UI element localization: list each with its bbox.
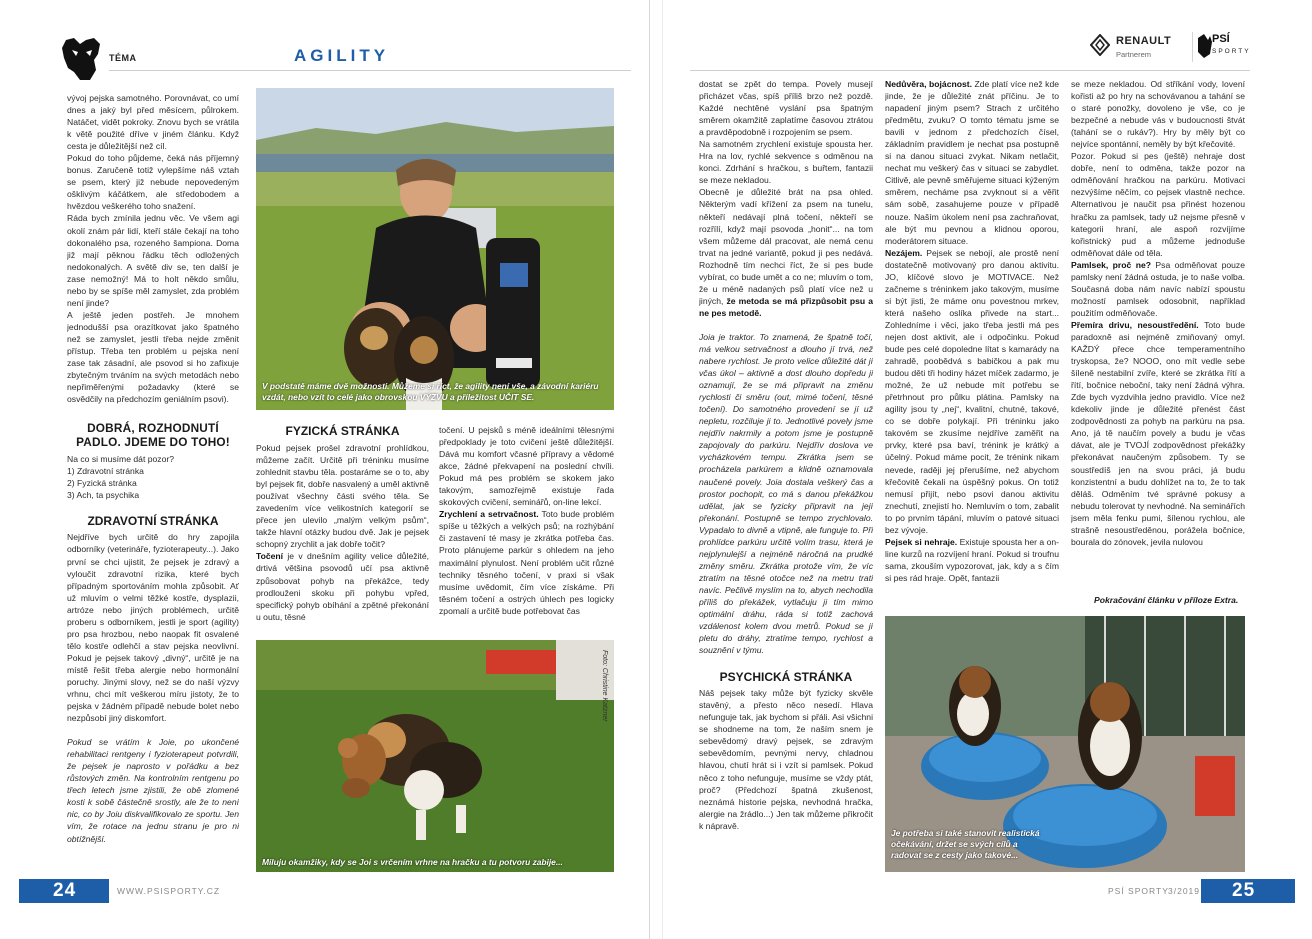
partner-logo — [1090, 32, 1180, 62]
dog-silhouette-icon — [60, 36, 104, 82]
paragraph: Na co si musíme dát pozor? — [67, 454, 174, 465]
paragraph-body: Obecně je důležité brát na psa ohled. Některým vadí křížení za psem na tunelu, někteří nedávají plná točení, někteří se rozřílí, když mají psovoda „honit“... na tom všem můžeme dál pracovat, ale nemá cenu trvat na jedné variantě, pokud ji pes nedává. Rozhodně tím nechci říct, že si pes bude vybírat, co bude umět a co ne; mluvím o tom, že u méně nadaných psů platí více než u jiných, — [699, 187, 873, 306]
page-number: 25 — [1232, 880, 1256, 901]
paragraph-lead: Pamlsek, proč ne? — [1071, 259, 1151, 270]
paragraph: Pokud se vrátím k Joie, po ukončené rehabilitaci rentgeny i fyzioterapeut potvrdili, že pejsek je naprosto v pořádku a bez růstových změn. Na kontrolním rentgenu po třech letech jsme zjistili, že obě zlomené kosti k sobě částečně srostly, ale že to není nic, co by Joiu diskvalifikovalo ze sportu. Jen vím, že rotace na jednu stranu je pro ni obtížnější. — [67, 737, 239, 844]
issue-number: 3/2019 — [1168, 886, 1200, 896]
paragraph — [699, 186, 873, 319]
paragraph: dostat se zpět do tempa. Povely musejí přicházet včas, spíš příliš brzo než pozdě. Každé nechtěné vyslání psa špatným směrem okamžitě zaplatíme časovou ztrátou a pravděpodobně i rozpojením se psem. — [699, 79, 873, 138]
paragraph-body: Zde platí více než kde jinde, že je důležité znát příčinu. Je to napadení jiným psem? Strach z určitého předmětu, zvuku? O tomto tématu jsme se bavili v jednom z předchozích čísel, základním pravidlem je nechat psa postupně si na danou situaci zvykat. Nikam netlačit, nechat mu veškerý čas v situaci se zabydlet. Citlivě, ale pevně směřujeme situaci kýženým směrem, necháme psa zvyknout si a věřit sám sobě, zasahujeme pouze v případě nouze. Naším úkolem není psa zachraňovat, ale být mu pevnou a klidnou oporou, moderátorem situace. — [885, 79, 1059, 246]
paragraph — [1071, 259, 1245, 319]
paragraph-body: Existuje spousta her a on-line kurzů na rozvíjení hraní. Pokud si troufnu sama, zkouším vypozorovat, jak, kdy a s čím si pes rád hraje. Opět, fantazii — [885, 536, 1059, 583]
paragraph-body: Pejsek se nebojí, ale prostě není dostatečně motivovaný pro danou aktivitu. JO, klíčové slovo je MOTIVACE. Než začneme s tréninkem jako takovým, musíme si být jisti, že máme onu povestnou mrkev, která našeho oslíka přivede na start... Zohledníme i věci, jako třeba jestli má pes nejen dost aktivit, ale i odpočinku. Pokud bude pes celé dopoledne lítat s kamarády na zahradě, poobědvá s babičkou a pak mu budou děti tři hodiny házet míček zadarmo, je možné, že už nebude mít potřebu se přetrhnout pro půlku plátina. Pamlsky na agility jsou ty „nej“, kvalitní, chutné, takové, co se dobře polykají. Při tréninku jako takovém se zkusíme nejdříve zaměřit na prvky, které psa baví, trénink je krátký a účelný. Pokud máme pocit, že trénink nikam nevede, radějі jej přerušíme, než abychom křečovitě čekali na úspěšný pokus. On totiž nemusí přijít, nebo psovi danou aktivitu znechutí, znejistí ho. Nemluvím o tom, zabalit to po prvním tápání, mluvím o patové situaci bez vývoje. — [885, 247, 1059, 535]
paragraph-lead: Nezájem. — [885, 247, 923, 258]
paragraph: Náš pejsek taky může být fyzicky skvěle stavěný, a přesto něco nesedí. Hlava nefunguje tak, jak bychom si přáli. Asi všichni se shodneme na tom, že naším snem je sebevědomý dravý pejsek, se zdravým sebevědomím, pevnými nervy, chladnou hlavou, chutí hrát si i vzít si pamlsek. Pokud něco z toho nefunguje, musíme se vždy ptát, proč? (Předchozí špatná zkušenost, neznámá historie pejska, nevhodná hračka, alergie na žrádlo...) Jen tak můžeme přikročit k nápravě. — [699, 688, 873, 831]
list-item: 2) Fyzická stránka — [67, 478, 137, 489]
paragraph-lead: Zrychlení a setrvačnost. — [439, 509, 539, 520]
header-rule — [690, 70, 1250, 71]
paragraph: A ještě jeden postřeh. Je mnohem jednodušší psa orazítkovat jako špatného než se zamyslet, jestli třeba nejde změnit přístup. Třeba ten problém u pejska není zase tak zásadní, ale psovod si ho zafixuje zbytečným trváním na svých metodách nebo nepřiměřenými požadavky (které se osvědčily na předchozím geniálním psovi). — [67, 309, 239, 405]
section-heading: PSYCHICKÁ STRÁNKA — [719, 670, 853, 685]
left-page — [0, 0, 650, 939]
paragraph: Na samotném zrychlení existuje spousta her. Hra na lov, rychlé sekvence s odměnou na konci. Zdrhání s hračkou, s buřtem, fantazii se meze nekladou. — [699, 139, 873, 186]
right-column-1 — [699, 78, 873, 878]
photo-credit: Foto: Christine Katzner — [601, 650, 608, 722]
left-column-3 — [439, 424, 614, 634]
paragraph — [1071, 319, 1245, 548]
paragraph-lead: Nedůvěra, bojácnost. — [885, 79, 973, 89]
list-item: 1) Zdravotní stránka — [67, 466, 144, 477]
paragraph-body: je v dnešním agility velice důležité, drtivá většina psovodů učí psa aktivně způsobovat pohyb na překážce, tedy prodlouženi skoku při pohybu vpřed, specifický pohyb obíhání a zpětné překonání u outu, těsné — [256, 551, 429, 622]
paragraph — [885, 536, 1059, 584]
footer-brand: PSÍ SPORTY — [1108, 886, 1169, 896]
magazine-brand-sub: SPORTY — [1212, 48, 1251, 55]
magazine-brand: PSÍ — [1212, 33, 1230, 45]
list-item: 3) Ach, ta psychika — [67, 490, 140, 501]
partner-name: RENAULT — [1116, 35, 1172, 47]
article-title: AGILITY — [294, 46, 390, 65]
photo-caption: Miluju okamžiky, kdy se Joi s vrčením vrhne na hračku a tu potvoru zabije... — [262, 857, 563, 867]
paragraph: Pozor. Pokud si pes (ještě) nehraje dost dobře, není to odměna, takže pozor na odměňování hračkou na parkúru. Motivaci nezvýšíme něčím, co pejsek vlastně nechce. Alternativou je naučit psa přinést hozenou hračku za pamlsek, tady už nejsme přesně v kategorii hraní, ale aspoň rozvíjíme kořistnický pud a můžeme jednoduše odměňovat dále od těla. — [1071, 151, 1245, 258]
section-heading: ZDRAVOTNÍ STRÁNKA — [87, 514, 219, 529]
photo-caption: V podstatě máme dvě možnosti. Můžeme si říct, že agility není vše, a závodní kariéru vzdát, nebo vzít to celé jako obrovskou VÝZVU a příležitost UČIT SE. — [262, 381, 599, 402]
paragraph-emphasis: že metoda se má přizpůsobit psu a ne pes metodě. — [699, 295, 873, 318]
page-number: 24 — [53, 880, 77, 901]
paragraph: vývoj pejska samotného. Porovnávat, co umí dnes a jaký byl před měsícem, půlrokem. Natáčet, vidět pokroky. Znovu bych se vrátila k větě použité dříve v jiném článku. Když cesta je důležitější než cíl. — [67, 93, 239, 152]
website-url: WWW.PSISPORTY.CZ — [117, 886, 221, 896]
right-column-3 — [1071, 78, 1245, 583]
paragraph — [439, 508, 614, 616]
paragraph-lead: Přemíra drivu, nesoustředění. — [1071, 319, 1199, 330]
paragraph-lead: Točení — [256, 551, 284, 562]
paragraph-lead: Pejsek si nehraje. — [885, 536, 958, 547]
paragraph: Ráda bych zmínila jednu věc. Ve všem agi okolí znám pár lidí, kteří stále čekají na toho dokonalého psa, rozeného šampiona. Doma již mají pěknou řádku těch odložených nedokonalých. A světě div se, ten další je zase nemožný! Má to holt někdo smůlu, nebo by se spíše měl zamyslet, zda problém není jinde? — [67, 213, 239, 308]
paragraph: Joia je traktor. To znamená, že špatně točí, má velkou setrvačnost a dlouho jí trvá, než nabere rychlost. Je proto velice důležité dát jí včas úkol – aktivně a dost dlouho dopředu ji oznamují, že se má připravit na změnu rychlosti či směru (out, mimé točení, těsné točení). Do samotného provedení se jí už nepletu, rozčiluje ji to. Jednotlivé povely jsme nejdřív nakrmily a potom jsme je postupně zapojovaly do parkúru. Nejdřív doslova ve vycházkovém tempu. Zkrátka jsem se procházela parkúrem a klidně oznamovala naučené povely. Joia dostala veškerý čas a prostor pochopit, co má s danou překážkou udělat, jak se fyzicky připravit na její překonání. Postupně se tempo zrychlovalo. Vypadalo to divně a vtipně, ale fungujе to. Při prohlídce parkúru určitě volím trasu, která je nejplynulejší a nejméně náročná na prudké změny směru. Zkrátka protože vím, že víc ztratím na těsné otočce než na metru trati navíc. Pečlivě myslím na to, abych nechodila příliš do překážek, vytlačuju ji tím mimo optimální dráhu, ráda si totiž zachová vzdálenost kolem dvou metrů. Pokud se jí pletu do dráhy, ztratíme tempo, rychlost a souznění v týmu. — [699, 331, 873, 656]
dog-with-toy-photo — [256, 640, 614, 872]
paragraph — [885, 78, 1059, 247]
section-tag: TÉMA — [109, 53, 137, 63]
paragraph: Pokud pejsek prošel zdravotní prohlídkou, můžeme začít. Určitě při tréninku musíme zohlednit stavbu těla. postaráme se o to, aby byl pejsek fit, dobře nasvalený a uměl aktivně používat všechny části svého těla. Se zavedením více velikostních kategorií se přece jen ulevilo „malým velkým psům“, takže hlavní otázky budou dvě. Jak je pejsek schopný zrychlit a jak dobře točit? — [256, 443, 429, 550]
partner-label: Partnerem — [1116, 50, 1152, 59]
paragraph-body: Toto bude paradoxně asi nejméně zmiňovaný omyl. KAŽDÝ přece chce temperamentního tryskopsa, že? NOOO, ono mít vedle sebe šíleně nestabilní zvíře, které se zkrátka řítí a řítí, bočnice neboční, taky není žádná výhra. Zde bych vyzdvihla jedno pravidlo. Více než kdekoliv jinde je důležité přenést část zodpovědnosti za pohyb na parkúru na psa. Ano, já tě naučím povely a budu je včas dávat, ale je TVOJÍ zodpovědnost překážky překonávat naučeným způsobem. Ty se soustředíš jen na svou práci, já budu konzistentní a budu dohlížet na to, že to tak děláš. Odměním tvé správné pokusy a nebudu tolerovat ty nevhodné. Na seminářích jsem měla fenku pumi, šílenou rychlou, ale strašně nesoustředěnou, porážela bočnice, bourala do zónovek, jevila nulovou — [1071, 319, 1245, 547]
paragraph: točení. U pejsků s méně ideálními tělesnými předpoklady je toto cvičení ještě důležitější. Dává mu komfort včasné přípravy a vědomé akce, žádné překvapení na poslední chvíli. Pokud má pes problém se skokem jako takovým, samozřejmě existuje řada skokových cvičení, seminářů, on-line lekcí. — [439, 425, 614, 508]
section-heading: FYZICKÁ STRÁNKA — [285, 424, 400, 438]
paragraph-body: Psa odměňovat pouze pamlsky není žádná ostuda, je to naše volba. Současná doba nám navíc nabízí spoustu možností pamlsek odosobnit, například použitím odměňovače. — [1071, 259, 1245, 318]
section-heading: DOBRÁ, ROZHODNUTÍ PADLO. JDEME DO TOHO! — [76, 421, 230, 450]
paragraph — [256, 550, 429, 622]
renault-diamond-icon — [1090, 34, 1110, 56]
left-column-2 — [256, 424, 429, 634]
left-column-1 — [67, 92, 239, 872]
paragraph — [885, 247, 1059, 536]
header-rule — [109, 70, 631, 71]
right-column-2 — [885, 78, 1059, 613]
paragraph: Nejdříve bych určitě do hry zapojila odborníky (veterináře, fyzioterapeuty...). Jako první se chci ujistit, že pejsek je zdravý a vyloučit zdravotní rizika, které bych případným sportováním mohla způsobit. Ať už mluvím o velmi těžké kostře, dysplazii, artróze nebo jiných problémech, určitě proberu s odborníkem, jestli je sport (agility) pro psa hrozbou, nebo naopak fit osvalené tělo kostře odlehčí a stav pejska neovlivní. Pokud je pejsek takový „divný“, určitě je na místě řešit třeba alergie nebo hormonální poruchy. Jinými slovy, než se do naší výzvy vrhnu, chci mít veškerou míru jistoty, že to pejska v žádném případě nebude bolet nebo nezpůsobí jiný diskomfort. — [67, 532, 239, 724]
paragraph: se meze nekladou. Od stříkání vody, lovení kořisti až po hry na schovávanou a tahání se o staré ponožky, dovoleno je vše, co je bezpečné a nebude vás v budoucnosti štvát (tahání se o rukáv?). Hry by měly být co nejvíce spontánní, neměly by být křečovité. — [1071, 79, 1245, 150]
handler-with-dogs-photo — [256, 88, 614, 410]
paragraph: Pokud do toho půjdeme, čeká nás příjemný bonus. Zaručeně totiž vylepšíme náš vztah se psem, který již nebude nepovedeným ošklivým káčátkem, ale středobodem a hvězdou veškerého toho snažení. — [67, 153, 239, 212]
paragraph-body: Toto bude problém spíše u těžkých a velkých psů; na rozhýbání či zastavení té masy je zkrátka potřeba čas. Proto plánujeme parkúr s ohledem na jeho maximální plynulost. Není problém učit různé techniky těsného točení, v praxi si však musíme uvědomit, čím více získáme. Při těsném točení a ostrých úhlech pes logicky zpomalí a určitě bude potřebovat čas — [439, 509, 614, 616]
photo-caption: Je potřeba si také stanovit realistická očekávání, držet se svých cílů a radovat se z cesty jako takové... — [891, 828, 1040, 860]
dogs-on-balance-balls-photo — [885, 616, 1245, 872]
continuation-note: Pokračování článku v příloze Extra. — [1094, 595, 1239, 605]
